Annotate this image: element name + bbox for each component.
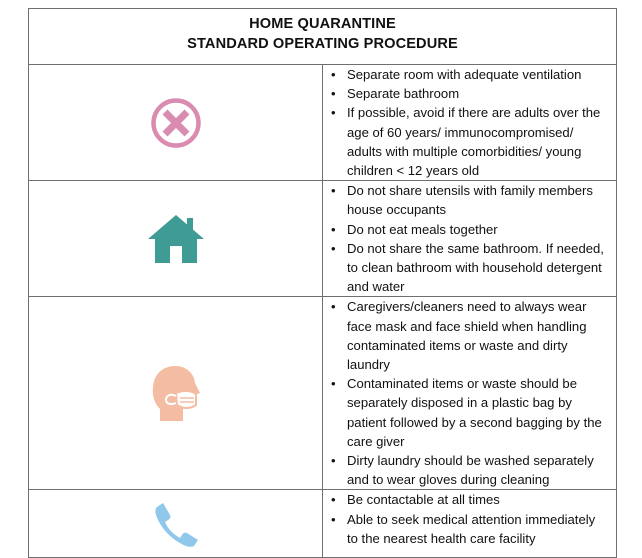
icon-cell	[29, 490, 323, 558]
section-caregiver	[29, 297, 617, 490]
list-item: • Able to seek medical attention immediately to the nearest health care facility	[347, 510, 608, 548]
title-line-1: HOME QUARANTINE	[249, 16, 396, 32]
list-item: • If possible, avoid if there are adults over the age of 60 years/ immunocompromised/ adults with multiple comorbidities/ young children < 12 years old	[347, 103, 608, 180]
list-item: • Contaminated items or waste should be separately disposed in a plastic bag by patient followed by a second bagging by the care giver	[347, 374, 608, 451]
house-icon	[147, 214, 205, 264]
face-mask-icon	[150, 363, 202, 423]
sop-table	[28, 8, 617, 558]
caregiver-list	[323, 297, 617, 490]
page-title	[29, 9, 617, 65]
contact-list	[323, 490, 617, 558]
household-list	[323, 181, 617, 297]
list-item: • Do not share the same bathroom. If needed, to clean bathroom with household detergent and water	[347, 239, 608, 297]
phone-icon	[153, 501, 199, 547]
list-item: • Do not eat meals together	[347, 220, 608, 239]
list-item: • Separate bathroom	[347, 84, 608, 103]
isolation-list	[323, 65, 617, 181]
icon-cell	[29, 297, 323, 490]
isolation-x-icon	[149, 96, 203, 150]
list-item: • Dirty laundry should be washed separately and to wear gloves during cleaning	[347, 451, 608, 489]
list-item: • Separate room with adequate ventilation	[347, 65, 608, 84]
section-contact	[29, 490, 617, 558]
icon-cell	[29, 65, 323, 181]
section-isolation	[29, 65, 617, 181]
title-row	[29, 9, 617, 65]
icon-cell	[29, 181, 323, 297]
list-item: • Do not share utensils with family members house occupants	[347, 181, 608, 219]
list-item: • Caregivers/cleaners need to always wear face mask and face shield when handling contaminated items or waste and dirty laundry	[347, 297, 608, 374]
section-household	[29, 181, 617, 297]
list-item: • Be contactable at all times	[347, 490, 608, 509]
title-line-2: STANDARD OPERATING PROCEDURE	[187, 36, 458, 52]
